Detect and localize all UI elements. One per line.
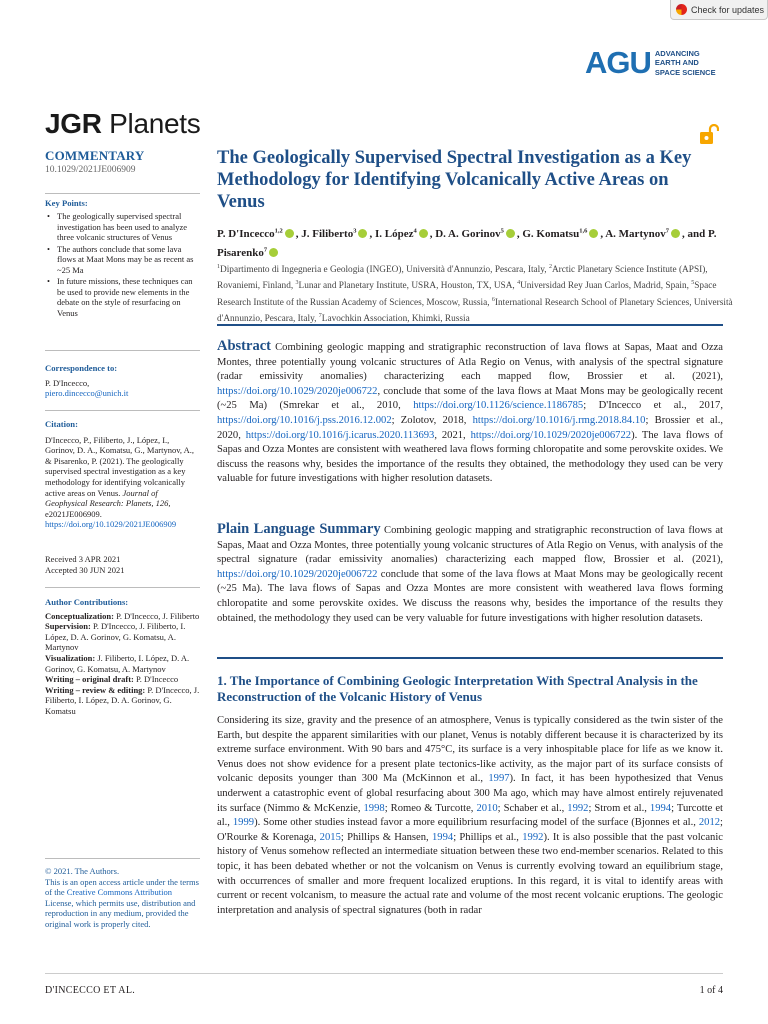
orcid-icon[interactable] [506,229,515,238]
creative-commons-link[interactable]: Creative Commons Attribution [66,887,173,898]
plain-summary-label: Plain Language Summary [217,521,381,537]
author-name: G. Komatsu [522,227,580,240]
key-point: • The authors conclude that some lava flows at Maat Mons may be as recent as ~25 Ma [45,244,197,276]
affil-sup: 1 [217,264,220,270]
key-points-heading: Key Points: [45,198,88,208]
affil-text: Space Research Institute of the Russian Academy of Sciences, Moscow, Russia, [217,281,717,308]
abstract-doi-link[interactable]: https://doi.org/10.1016/j.pss.2016.12.002 [217,414,392,426]
key-point: • The geologically supervised spectral investigation has been used to analyze three volcanic structures of Venus [45,211,197,243]
author [435,228,522,240]
contribution-role: Conceptualization: [45,610,114,621]
reference-link[interactable]: 2010 [476,802,498,814]
crossmark-icon [676,4,687,15]
affiliations [217,261,737,326]
author-list [217,223,737,261]
abstract-text: ). The lava flows of Sapas and Ozza Montes are consistent with weathered lava flows forming chloropatite and some perovskite oxides. We discuss the reasons why, besides the importance of the results they obtained, the methodology they used can be very valuable for future investigations with higher resolution datasets. [217,429,724,485]
affil-text: International Research School of Planetary Sciences, Università d'Annunzio, Pescara, Italy, [217,297,733,324]
author-affil-sup: 7 [263,246,268,254]
abstract-doi-link[interactable]: https://doi.org/10.1029/2020je006722 [470,429,632,441]
reference-link[interactable]: 2012 [698,817,721,829]
reference-link[interactable]: 1992 [522,831,544,843]
dates-block [45,554,200,575]
key-points-list [45,211,197,319]
page-number: 1 of 4 [699,985,723,996]
contribution-item [45,674,200,685]
check-for-updates-button[interactable] [670,0,768,20]
body-text: ; Schaber et al., [497,802,568,814]
abstract-doi-link[interactable]: https://doi.org/10.1126/science.1186785 [413,400,584,412]
author-separator: , [429,227,436,240]
affil-text: Universidad Rey Juan Carlos, Madrid, Spain, [520,281,692,292]
affil-sup: 7 [318,312,322,319]
footer-running-head: D'INCECCO ET AL. [45,985,136,996]
contribution-item [45,621,200,653]
author [522,228,605,240]
contribution-item [45,611,200,622]
orcid-icon[interactable] [671,229,680,238]
article-title: The Geologically Supervised Spectral Investigation as a Key Methodology for Identifying Volcanically Active Areas on Venus [217,148,692,212]
agu-line-1: ADVANCING [654,48,700,58]
author-separator: , [600,227,606,240]
contributions-heading: Author Contributions: [45,597,129,607]
contribution-names: P. D'Incecco, J. Filiberto, I. López, D. A. Gorinov, G. Komatsu, A. Martynov [45,621,186,653]
contribution-role: Writing – review & editing: [45,684,146,695]
affil-sup: 5 [691,280,695,287]
abstract [217,339,723,487]
journal-name-rest: Planets [101,108,201,139]
abstract-text: , conclude that some of the lava flows at Maat Mons may be geologically recent (~25 Ma) (Smrekar et al., 2010, [217,385,723,412]
correspondence-block [45,363,200,399]
reference-link[interactable]: 1992 [567,802,589,814]
body-text: Considering its size, gravity and the presence of an atmosphere, Venus is typically considered as the twin sister of the Earth, but despite the apparent similarities with our planet, Venus is notably different because it is characterized by its extreme surface environment. With 90 bars and 475°C, its surface is a very inhospitable place for life as we know it. Venus does not show evidence for a present plate tectonics-like activity, as the major part of its surface consists of volcanic deposits younger than 300 Ma (McKinnon et al., [217,715,723,785]
contribution-role: Visualization: [45,652,96,663]
author [217,228,301,240]
section-divider [217,657,723,659]
key-point: • In future missions, these techniques can be used to provide new elements in the debate on the style of resurfacing on Venus [45,276,197,318]
orcid-icon[interactable] [589,229,598,238]
body-text: ). Some other studies instead favor a more equilibrium resurfacing model of the surface (Bjonnes et al., [254,817,699,829]
affil-text: Lunar and Planetary Institute, USRA, Houston, TX, USA, [298,281,518,292]
author-name: P. D'Incecco [217,227,275,240]
license-text-a: This is an open access article under the terms of the [45,876,199,898]
author-affil-sup: 1,2 [274,227,283,234]
correspondence-name: P. D'Incecco, [45,377,90,388]
license-block [45,866,200,930]
left-divider [45,858,200,859]
citation-block [45,419,200,530]
affil-text: Lavochkin Association, Khimki, Russia [321,313,470,324]
agu-logo [585,45,716,80]
affil-sup: 2 [548,264,552,270]
abstract-text: ; Zolotov, 2018, [391,414,473,426]
body-text: ). It is also possible that the past volcanic history of Venus somehow reflected an intermediate situation between these two end-member scenarios. Related to this topic, it has been debated whether or not the volcanism on Venus is currently evolving toward an equilibrium stage, with occurrences of smaller and more frequent localized eruptions. In this regard, it is vital to identify areas with current or recent volcanism, to measure the actual rate and volume of the most recent volcanic eruptions. The geologic interpretation and analysis of spectral signatures (both in radar [217,831,724,916]
agu-line-2: EARTH AND [654,58,699,68]
agu-line-3: SPACE SCIENCE [654,67,716,77]
contribution-item [45,685,200,717]
abstract-label: Abstract [217,338,271,354]
left-divider [45,350,200,351]
author-name: D. A. Gorinov [435,227,501,240]
author-name: P. Pisarenko [217,227,717,259]
author-name: I. López [374,227,414,240]
correspondence-heading: Correspondence to: [45,363,118,373]
orcid-icon[interactable] [419,229,428,238]
section-1-body [217,714,723,918]
author-separator: , and [681,227,708,240]
author-separator: , [516,227,523,240]
citation-doi-link[interactable]: https://doi.org/10.1029/2021JE006909 [45,519,177,530]
orcid-icon[interactable] [285,229,294,238]
affil-sup: 6 [491,296,495,303]
abstract-text: ; Brossier et al., 2020, [217,414,723,441]
author [375,228,435,240]
reference-link[interactable]: 1998 [363,802,385,814]
author-affil-sup: 5 [500,227,504,234]
correspondence-email-link[interactable]: piero.dincecco@unich.it [45,388,129,399]
article-type: COMMENTARY [45,148,145,163]
affil-sup: 4 [517,280,521,287]
contribution-role: Supervision: [45,621,91,632]
affil-text: Dipartimento di Ingegneria e Geologia (INGEO), Università d'Annunzio, Pescara, Italy, [220,265,549,276]
agu-logo-mark: AGU [585,45,651,80]
citation-text-b: , e2021JE006909. [45,498,171,519]
body-text: ; Strom et al., [588,802,650,814]
contribution-names: P. D'Incecco, J. Filiberto, I. López, D. A. Gorinov, G. Komatsu [45,684,200,716]
received-date: Received 3 APR 2021 [45,554,121,564]
author-affil-sup: 4 [413,227,417,234]
author-name: J. Filiberto [301,227,354,240]
contribution-role: Writing – original draft: [45,674,134,685]
contributions-block [45,597,200,717]
header-divider [217,324,723,326]
article-doi: 10.1029/2021JE006909 [45,165,136,175]
journal-name [45,108,200,140]
author-name: A. Martynov [605,227,666,240]
section-1-title: 1. The Importance of Combining Geologic Interpretation With Spectral Analysis in the Reconstruction of the Volcanic History of Venus [217,673,698,704]
author-affil-sup: 1,6 [579,227,588,234]
left-divider [45,587,200,588]
copyright-notice: © 2021. The Authors. [45,866,120,876]
author [301,228,375,240]
citation-text-a: D'Incecco, P., Filiberto, J., López, I., Gorinov, D. A., Komatsu, G., Martynov, A., & Pisarenko, P. (2021). The geologically supervised spectral investigation as a key methodology for identifying volcanically active areas on Venus. [45,434,195,498]
journal-name-bold: JGR [45,108,102,139]
body-text: ). In fact, it has been hypothesized that Venus underwent a catastrophic event of global resurfacing about 300 Ma ago, which may have almost entirely rejuvenated its surface (Nimmo & McKenzie, [217,773,723,814]
reference-link[interactable]: 1994 [649,802,672,814]
orcid-icon[interactable] [269,248,278,257]
accepted-date: Accepted 30 JUN 2021 [45,564,125,575]
affil-sup: 3 [295,280,299,287]
body-text: ; O'Rourke & Korenaga, [217,817,723,843]
check-for-updates-label: Check for updates [691,4,765,15]
footer-divider [45,973,723,974]
contribution-item [45,653,200,674]
body-text: ; Phillips & Hansen, [340,831,432,843]
author-separator: , [295,227,302,240]
license-text [45,877,200,930]
plain-summary-text: conclude that some of the lava flows at Maat Mons may be geologically recent (~25 Ma). The lava flows of Sapas and Ozza Montes are more consistent with weathered lava flows forming chloropatite and some perovskite oxides. We discuss the reasons why, besides the importance of the results they obtained, the methodology they used can be very valuable for future investigations with higher resolution datasets. [217,568,723,624]
contribution-names: J. Filiberto, I. López, D. A. Gorinov, G. Komatsu, A. Martynov [45,652,190,674]
abstract-doi-link[interactable]: https://doi.org/10.1016/j.rmg.2018.84.10 [472,414,646,426]
contribution-names: P. D'Incecco [133,674,179,685]
abstract-text: Combining geologic mapping and stratigraphic reconstruction of lava flows at Sapas, Maat and Ozza Montes, three potentially young volcanic structures of Atla Regio on Venus, with analysis of the spectral signature (radar emissivity anomalies) characterizing each mapped flow, Brossier et al. (2021), [217,342,723,383]
body-text: ; Turcotte et al., [217,802,723,829]
author-affil-sup: 3 [353,227,357,234]
abstract-doi-link[interactable]: https://doi.org/10.1029/2020je006722 [217,385,378,397]
abstract-text: , 2021, [434,429,471,441]
body-text: ; Phillips et al., [453,831,523,843]
contribution-names: P. D'Incecco, J. Filiberto [113,610,200,621]
body-text: ; Romeo & Turcotte, [384,802,477,814]
citation-heading: Citation: [45,419,78,429]
left-divider [45,410,200,411]
plain-summary-doi-link[interactable]: https://doi.org/10.1029/2020je006722 [217,568,378,580]
plain-language-summary [217,522,723,626]
citation-journal: Journal of Geophysical Research: Planets, 126 [45,487,169,509]
citation-text [45,435,200,530]
author-affil-sup: 7 [665,227,669,234]
orcid-icon[interactable] [358,229,367,238]
plain-summary-text: Combining geologic mapping and stratigraphic reconstruction of lava flows at Sapas, Maat and Ozza Montes, three potentially young volcanic structures of Atla Regio on Venus, with analysis of the spectral signature (radar emissivity anomalies) characterizing each mapped flow, Brossier et al. (2021), [217,525,723,566]
reference-link[interactable]: 1999 [232,817,255,829]
reference-link[interactable]: 1997 [488,773,510,785]
agu-logo-text [655,49,716,78]
left-column-header [45,148,197,176]
affil-text: Arctic Planetary Science Institute (APSI), Rovaniemi, Finland, [217,265,708,292]
author-separator: , [369,227,375,240]
left-divider [45,193,200,194]
open-access-lock-icon [699,124,719,146]
reference-link[interactable]: 2015 [319,831,341,843]
abstract-text: ; D'Incecco et al., 2017, [583,400,723,412]
author [605,228,708,240]
reference-link[interactable]: 1994 [432,831,454,843]
abstract-doi-link[interactable]: https://doi.org/10.1016/j.icarus.2020.113693 [245,429,435,441]
license-text-b: License, which permits use, distribution and reproduction in any medium, provided the original work is properly cited. [45,897,196,929]
